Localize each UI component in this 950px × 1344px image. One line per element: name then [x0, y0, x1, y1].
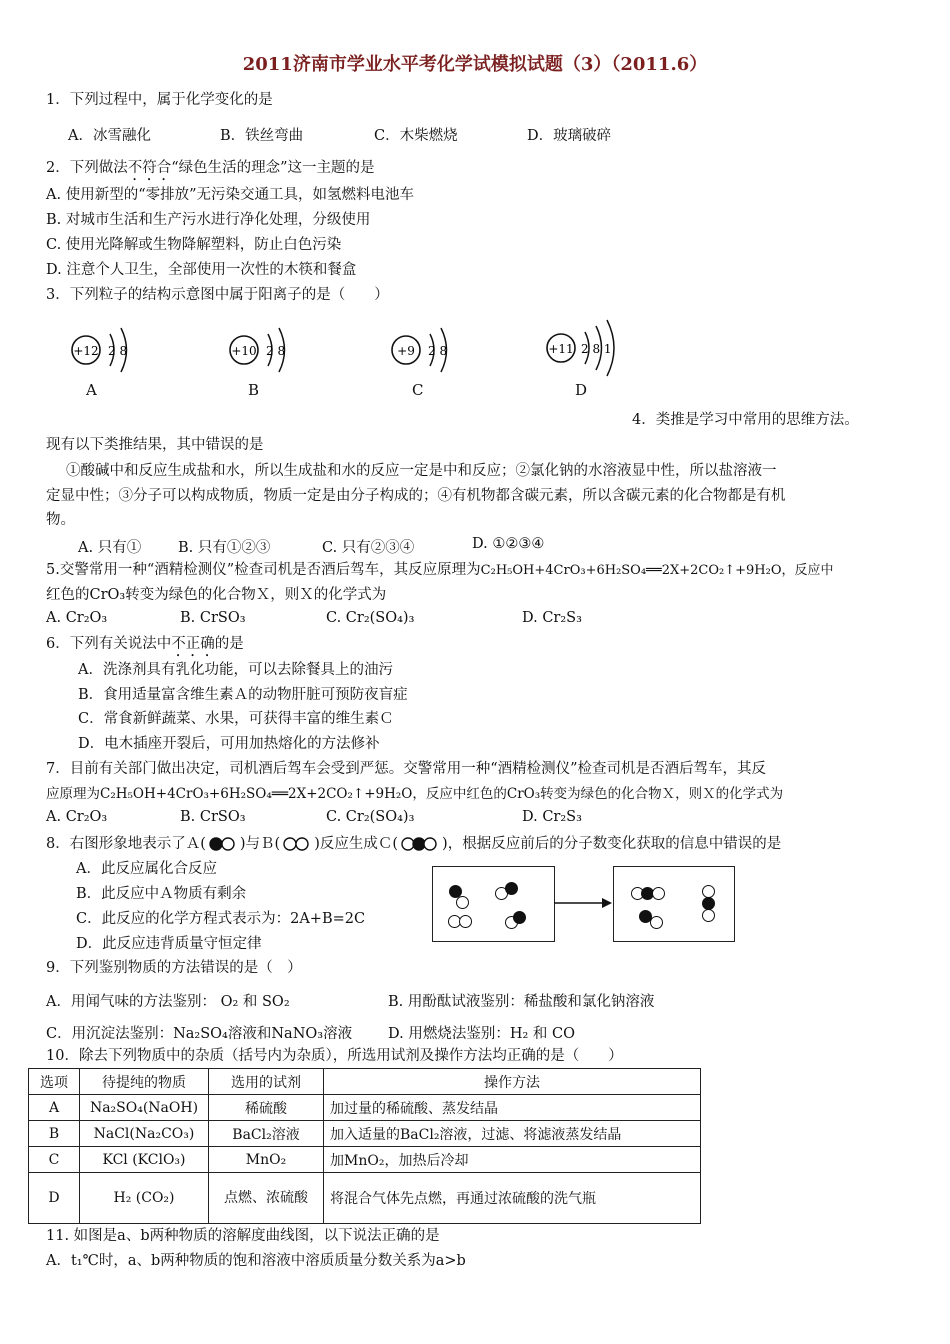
q9-stem: 9．下列鉴别物质的方法错误的是（ ） [46, 960, 302, 976]
atom-diagram-b [226, 322, 306, 382]
q6-option-a: A．洗涤剂具有乳化功能，可以去除餐具上的油污 [78, 662, 393, 678]
reaction-before-box [432, 866, 555, 942]
q6-option-c: C．常食新鲜蔬菜、水果，可获得丰富的维生素Ｃ [78, 711, 394, 727]
molecule-c-icon [398, 836, 442, 852]
q4-option-d: D. ①②③④ [472, 536, 545, 552]
q2-option-c: C. 使用光降解或生物降解塑料，防止白色污染 [46, 237, 342, 253]
q7-option-b: B. CrSO₃ [180, 809, 246, 825]
molecule-a-icon [206, 836, 240, 852]
table-cell: Na₂SO₄(NaOH) [80, 1095, 209, 1121]
nucleus-charge: +12 [73, 344, 99, 358]
q1-stem: 1．下列过程中，属于化学变化的是 [46, 92, 273, 108]
q10-stem: 10．除去下列物质中的杂质（括号内为杂质），所选用试剂及操作方法均正确的是（ ） [46, 1048, 623, 1064]
q1-option-c: C．木柴燃烧 [374, 128, 458, 144]
atom-diagram-d [543, 316, 639, 382]
table-row [29, 1095, 701, 1121]
shell-electrons: 2 8 [108, 344, 128, 358]
q5-option-d: D. Cr₂S₃ [522, 610, 582, 626]
shell-electrons: 2 8 1 [581, 342, 612, 356]
q5-line-1: 5.交警常用一种“酒精检测仪”检查司机是否酒后驾车，其反应原理为C₂H₅OH+4CrO₃+6H₂SO₄══2X+2CO₂↑+9H₂O，反应中 [46, 562, 834, 578]
table-cell: B [29, 1121, 80, 1147]
q2-emphasis: 不符合 [127, 160, 172, 176]
table-cell: 稀硫酸 [209, 1095, 324, 1121]
q5-option-b: B. CrSO₃ [180, 610, 246, 626]
table-cell: 加MnO₂，加热后冷却 [324, 1147, 701, 1173]
atom-label-c: C [412, 381, 424, 399]
table-header-row [29, 1069, 701, 1095]
q9-option-d: D. 用燃烧法鉴别：H₂ 和 CO [388, 1026, 575, 1042]
table-row [29, 1173, 701, 1224]
q8-option-a: A．此反应属化合反应 [76, 861, 217, 877]
table-cell: KCl (KClO₃) [80, 1147, 209, 1173]
q9-option-a: A．用闻气味的方法鉴别： O₂ 和 SO₂ [46, 994, 290, 1010]
q11-option-a: A．t₁℃时，a、b两种物质的饱和溶液中溶质质量分数关系为a>b [46, 1253, 466, 1269]
q2-option-a: A. 使用新型的“零排放”无污染交通工具，如氢燃料电池车 [46, 187, 415, 203]
q7-option-a: A. Cr₂O₃ [46, 809, 108, 825]
q6-stem: 6．下列有关说法中不正确的是 [46, 636, 244, 652]
q2-option-d: D. 注意个人卫生，全部使用一次性的木筷和餐盒 [46, 262, 357, 278]
q4-option-c: C. 只有②③④ [322, 540, 415, 556]
q7-line-1: 7．目前有关部门做出决定，司机酒后驾车会受到严惩。交警常用一种“酒精检测仪”检查司机是否酒后驾车，其反 [46, 761, 767, 777]
q4-option-b: B. 只有①②③ [178, 540, 271, 556]
q2-option-b: B. 对城市生活和生产污水进行净化处理，分级使用 [46, 212, 371, 228]
black-atom [505, 882, 518, 895]
shell-electrons: 2 8 [266, 344, 286, 358]
q1-option-d: D．玻璃破碎 [527, 128, 612, 144]
q7-option-c: C. Cr₂(SO₄)₃ [326, 809, 415, 825]
q4-option-a: A. 只有① [78, 540, 142, 556]
white-atom [702, 909, 715, 922]
molecule-b-icon [280, 836, 314, 852]
table-cell: NaCl(Na₂CO₃) [80, 1121, 209, 1147]
white-atom [456, 896, 469, 909]
q8-option-c: C．此反应的化学方程式表示为：2A+B=2C [76, 911, 366, 927]
atom-label-a: A [86, 381, 97, 399]
table-cell: 加过量的稀硫酸、蒸发结晶 [324, 1095, 701, 1121]
atom-diagram-c [388, 322, 468, 382]
q1-option-a: A．冰雪融化 [68, 128, 151, 144]
q5-option-c: C. Cr₂(SO₄)₃ [326, 610, 415, 626]
shell-electrons: 2 8 [428, 344, 448, 358]
q2-stem: 2．下列做法不符合“绿色生活的理念”这一主题的是 [46, 160, 375, 176]
atom-diagram-a [68, 322, 148, 382]
table-header: 操作方法 [324, 1069, 701, 1095]
nucleus-charge: +11 [548, 342, 574, 356]
table-header: 待提纯的物质 [80, 1069, 209, 1095]
q7-option-d: D. Cr₂S₃ [522, 809, 582, 825]
table-row [29, 1121, 701, 1147]
q4-body-1: ①酸碱中和反应生成盐和水，所以生成盐和水的反应一定是中和反应；②氯化钠的水溶液显中性，所以盐溶液一 [66, 463, 777, 479]
nucleus-charge: +9 [397, 344, 415, 358]
table-cell: MnO₂ [209, 1147, 324, 1173]
atom-label-b: B [248, 381, 260, 399]
table-cell: H₂ (CO₂) [80, 1173, 209, 1224]
q5-option-a: A. Cr₂O₃ [46, 610, 108, 626]
q8-option-d: D．此反应违背质量守恒定律 [76, 936, 262, 952]
q5-equation: C₂H₅OH+4CrO₃+6H₂SO₄══2X+2CO₂↑+9H₂O，反应中 [480, 563, 834, 578]
q4-body-3: 物。 [46, 512, 75, 528]
white-atom [652, 887, 665, 900]
q10-table [28, 1068, 701, 1224]
q8-stem: 8．右图形象地表示了Ａ( )与Ｂ( )反应生成Ｃ( )，根据反应前后的分子数变化获取的信息中错误的是 [46, 836, 782, 852]
table-cell: D [29, 1173, 80, 1224]
q4-stem-a: 4．类推是学习中常用的思维方法。 [632, 412, 859, 428]
q5-line-2: 红色的CrO₃转变为绿色的化合物Ｘ，则Ｘ的化学式为 [46, 587, 387, 603]
table-cell: BaCl₂溶液 [209, 1121, 324, 1147]
table-row [29, 1147, 701, 1173]
white-atom [650, 916, 663, 929]
white-atom [459, 915, 472, 928]
q8-option-b: B．此反应中Ａ物质有剩余 [76, 886, 247, 902]
page-title: 2011济南市学业水平考化学试模拟试题（3）（2011.6） [242, 54, 708, 75]
q9-option-b: B. 用酚酞试液鉴别：稀盐酸和氯化钠溶液 [388, 994, 655, 1010]
q6-option-d: D．电木插座开裂后，可用加热熔化的方法修补 [78, 736, 380, 752]
table-cell: 加入适量的BaCl₂溶液，过滤、将滤液蒸发结晶 [324, 1121, 701, 1147]
table-cell: C [29, 1147, 80, 1173]
q9-option-c: C．用沉淀法鉴别：Na₂SO₄溶液和NaNO₃溶液 [46, 1026, 353, 1042]
reaction-after-box [613, 866, 735, 942]
table-cell: 点燃、浓硫酸 [209, 1173, 324, 1224]
atom-label-d: D [575, 381, 588, 399]
q11-stem: 11. 如图是a、b两种物质的溶解度曲线图，以下说法正确的是 [46, 1228, 440, 1244]
table-header: 选用的试剂 [209, 1069, 324, 1095]
q6-emphasis: 不正确 [171, 636, 215, 652]
black-atom [513, 911, 526, 924]
q3-stem: 3．下列粒子的结构示意图中属于阳离子的是（ ） [46, 287, 389, 303]
q4-body-2: 定显中性；③分子可以构成物质，物质一定是由分子构成的；④有机物都含碳元素，所以含碳元素的化合物都是有机 [46, 488, 786, 504]
q7-line-2: 应原理为C₂H₅OH+4CrO₃+6H₂SO₄══2X+2CO₂↑+9H₂O，反应中红色的CrO₃转变为绿色的化合物Ｘ，则Ｘ的化学式为 [46, 786, 784, 802]
q4-stem-b: 现有以下类推结果，其中错误的是 [46, 437, 264, 453]
nucleus-charge: +10 [231, 344, 257, 358]
table-cell: A [29, 1095, 80, 1121]
table-cell: 将混合气体先点燃，再通过浓硫酸的洗气瓶 [324, 1173, 701, 1224]
table-header: 选项 [29, 1069, 80, 1095]
reaction-arrow-icon [554, 895, 614, 911]
q1-option-b: B．铁丝弯曲 [220, 128, 304, 144]
q6-option-b: B．食用适量富含维生素Ａ的动物肝脏可预防夜盲症 [78, 687, 408, 703]
